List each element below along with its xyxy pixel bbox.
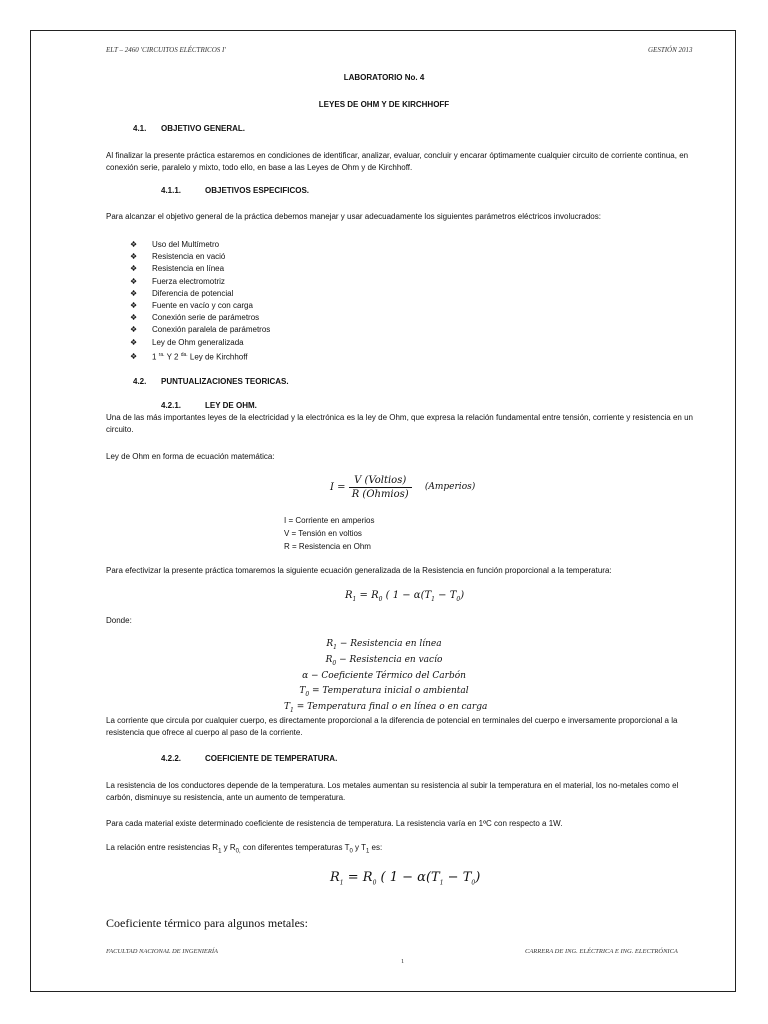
metals-heading: Coeficiente térmico para algunos metales: [106,916,308,930]
ohm-definitions: I = Corriente en amperios V = Tensión en voltios R = Resistencia en Ohm [284,516,375,551]
definition-line: $R_0$ − Resistencia en vacío [325,654,443,667]
donde-label: Donde: [106,616,132,625]
section-4-2-1-number: 4.2.1. [161,401,182,410]
current-paragraph: La corriente que circula por cualquier cuerpo, es directamente proporcional a la diferencia de potencial en terminales del cuerpo e inversamente proporcional a la resistencia que ofrece al cuerpo al paso de la corriente. [106,716,678,737]
section-4-2-2-number: 4.2.2. [161,754,182,763]
ohm-paragraph: Una de las más importantes leyes de la electricidad y la electrónica es la ley de Ohm, que expresa la relación fundamental entre tensión, corriente y resistencia en un circuito. [106,413,693,434]
bullet-icon: ❖ [130,252,138,262]
section-4-1-title: OBJETIVO GENERAL. [161,124,246,133]
ohm-equation-intro: Ley de Ohm en forma de ecuación matemática: [106,452,275,461]
footer-faculty: FACULTAD NACIONAL DE INGENIERÍA [106,948,218,955]
parameter-list [130,239,270,361]
relation-paragraph: La relación entre resistencias $R_1$ y $R_{0,}$ con diferentes temperaturas $T_0$ y $T_1$ es: [106,843,383,855]
resistance-temperature-equation: $R_1 = R_0$ ( $1 - \alpha(T_1 - T_0)$ [345,590,465,603]
footer-career: CARRERA DE ING. ELÉCTRICA E ING. ELECTRÓNICA [525,948,678,955]
bullet-icon: ❖ [130,240,138,249]
bullet-icon: ❖ [130,264,138,274]
page-number: 1 [401,958,405,965]
section-4-1-number: 4.1. [133,124,147,133]
list-item: ❖ Fuerza electromotriz [130,276,225,286]
header-course: ELT – 2460 'CIRCUITOS ELÉCTRICOS I' [106,46,226,54]
objetivo-general-paragraph: Al finalizar la presente práctica estaremos en condiciones de identificar, analizar, evaluar, concluir y encarar óptimamente cualquier circuito de corriente continua, en conexión serie, paralelo y mixto, todo ello, en base a las Leyes de Ohm y de Kirchhoff. [106,151,689,172]
list-item: ❖ Fuente en vacío y con carga [130,300,253,310]
list-item: ❖ Resistencia en vació [130,252,226,262]
list-item: ❖ Conexión paralela de parámetros [130,325,271,335]
ohm-fraction: $\frac{\text{V (Voltios)}}{\text{R (Ohmios)}}$ [349,474,412,501]
resistance-relation-equation: $R_1 = R_0$ ( $1 - \alpha(T_1 - T_0)$ [330,870,481,887]
definition-line: $T_1$ = Temperatura final o en línea o en carga [284,702,488,714]
coefficient-paragraph-2: Para cada material existe determinado coeficiente de resistencia de temperatura. La resistencia varía en 1ºC con respecto a 1W. [106,819,563,828]
bullet-icon: ❖ [130,288,138,298]
list-item: ❖ Diferencia de potencial [130,288,234,298]
doc-subtitle: LEYES DE OHM Y DE KIRCHHOFF [318,100,450,109]
list-item: ❖ 1 $^{ra.}$ Y 2 $^{da.}$ Ley de Kirchhoff [130,351,248,362]
section-4-2-2-title: COEFICIENTE DE TEMPERATURA. [205,754,338,763]
list-item: ❖ Ley de Ohm generalizada [130,337,244,347]
bullet-icon: ❖ [130,276,138,286]
section-4-2-1-title: LEY DE OHM. [205,401,257,410]
section-4-2-title: PUNTUALIZACIONES TEORICAS. [161,377,289,386]
bullet-icon: ❖ [130,313,138,323]
section-4-1-1-number: 4.1.1. [161,186,182,195]
bullet-icon: ❖ [130,337,138,347]
definition-line: $T_0$ = Temperatura inicial o ambiental [299,686,469,699]
definition-line: $R_1$ − Resistencia en línea [326,639,442,651]
ohm-equation: I = $\frac{\text{V (Voltios)}}{\text{R (Ohmios)}}$ (Amperios) [330,475,476,500]
header-year: GESTIÓN 2013 [648,46,693,54]
objetivos-especificos-paragraph: Para alcanzar el objetivo general de la práctica debemos manejar y usar adecuadamente los siguientes parámetros eléctricos involucrados: [106,212,601,221]
coefficient-paragraph-1: La resistencia de los conductores depende de la temperatura. Los metales aumentan su resistencia al subir la temperatura en el material, los no-metales como el carbón, disminuye su resistencia, ante un aumento de temperatura. [106,781,679,802]
bullet-icon: ❖ [130,352,138,362]
section-4-2-number: 4.2. [133,377,147,386]
definition-line: α − Coeficiente Térmico del Carbón [302,670,466,681]
variable-definitions [284,638,488,717]
list-item: ❖ Uso del Multímetro [130,240,220,249]
temperature-paragraph: Para efectivizar la presente práctica tomaremos la siguiente ecuación generalizada de la Resistencia en función proporcional a la temperatura: [106,566,612,575]
doc-title: LABORATORIO No. 4 [343,73,425,82]
bullet-icon: ❖ [130,325,138,335]
list-item: ❖ Resistencia en línea [130,264,225,274]
section-4-1-1-title: OBJETIVOS ESPECIFICOS. [205,186,310,195]
list-item: ❖ Conexión serie de parámetros [130,313,260,323]
bullet-icon: ❖ [130,300,138,310]
